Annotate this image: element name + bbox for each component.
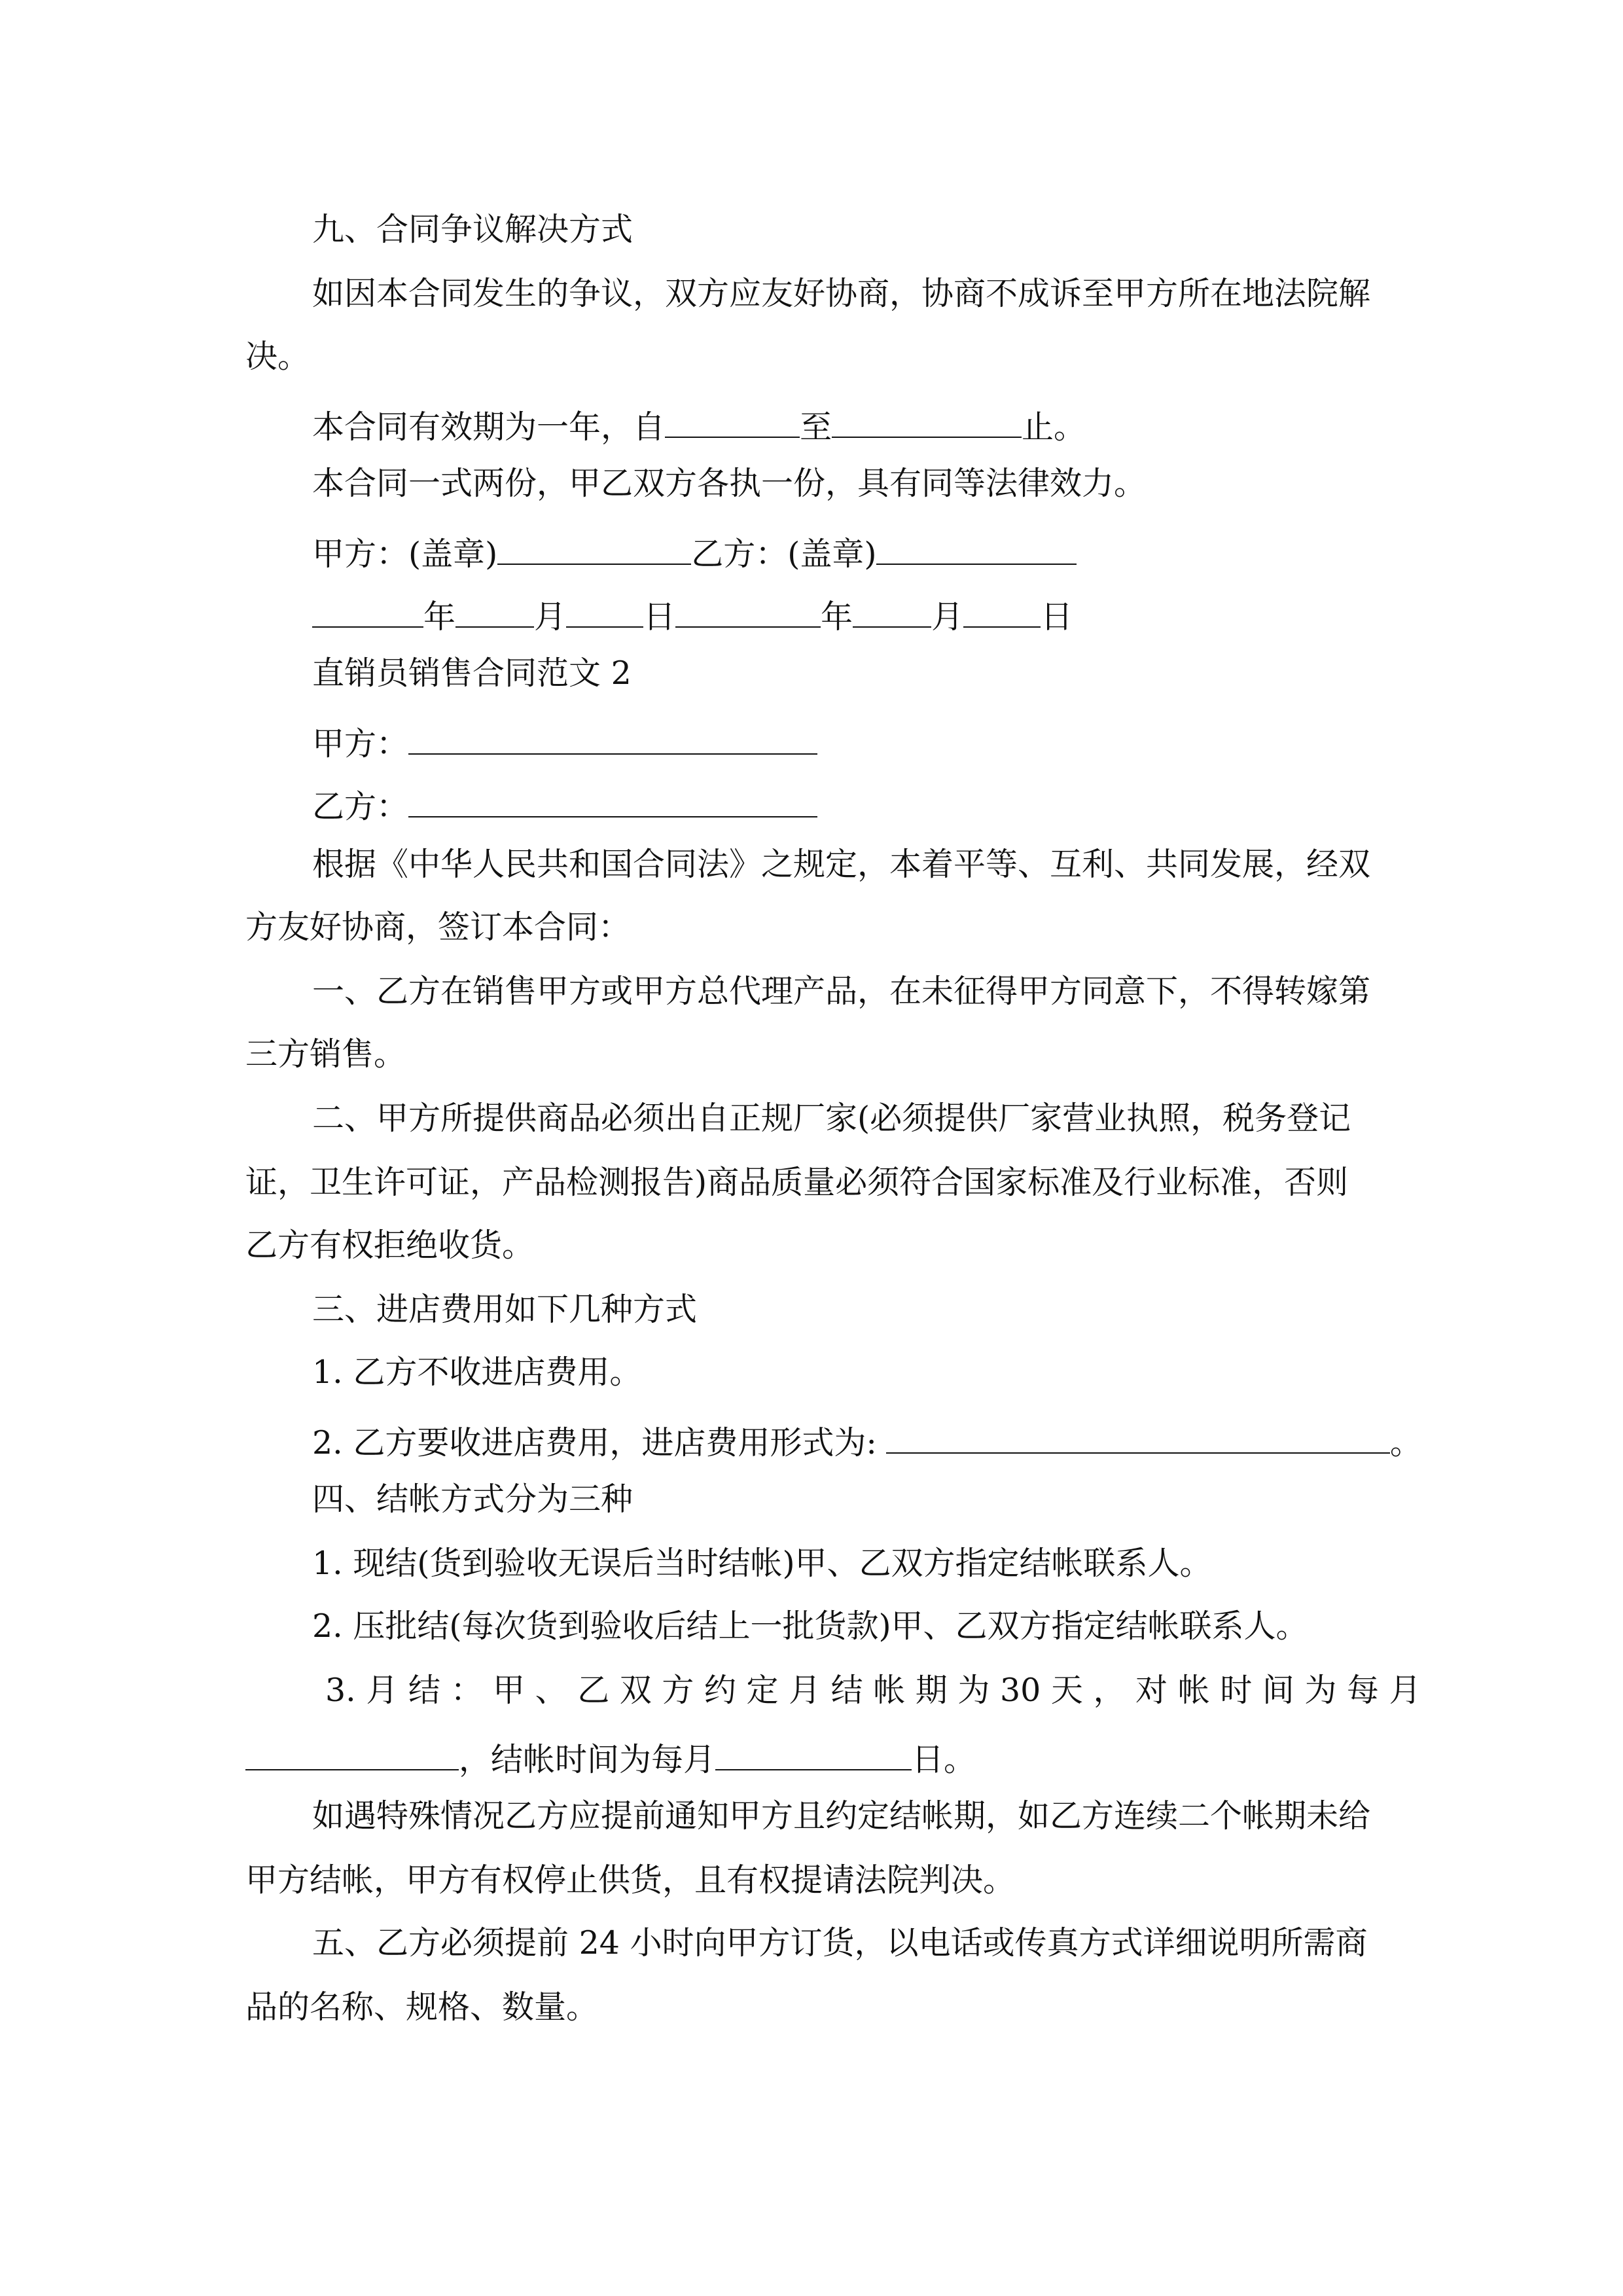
start-date-blank [665,404,800,438]
month-label: 月 [534,598,567,636]
settle-day-suffix: 日。 [912,1741,976,1778]
document-title: 直销员销售合同范文 2 [312,655,632,692]
party-b-seal-blank [876,531,1077,565]
clause-item: 2. 压批结(每次货到验收后结上一批货款)甲、乙双方指定结帐联系人。 [312,1607,1308,1645]
fee-form-label: 2. 乙方要收进店费用，进店费用形式为: [312,1424,877,1462]
clause-item: 1. 现结(货到验收无误后当时结帐)甲、乙双方指定结帐联系人。 [312,1545,1212,1582]
year-blank [675,594,821,628]
clause-line: 二、甲方所提供商品必须出自正规厂家(必须提供厂家营业执照，税务登记 [312,1100,1351,1137]
party-a-seal-label: 甲方：(盖章) [312,535,498,573]
signature-line [312,531,1077,573]
paragraph-line: 决。 [245,338,310,375]
party-b-blank [408,784,817,817]
party-a-seal-blank [497,531,691,565]
clause-line: 乙方有权拒绝收货。 [245,1227,535,1264]
clause-line: 一、乙方在销售甲方或甲方总代理产品，在未征得甲方同意下，不得转嫁第 [312,973,1371,1010]
paragraph-line: 甲方结帐，甲方有权停止供货，且有权提请法院判决。 [245,1861,1016,1899]
paragraph-line: 如因本合同发生的争议，双方应友好协商，协商不成诉至甲方所在地法院解 [312,275,1371,312]
paragraph-line: 如遇特殊情况乙方应提前通知甲方且约定结帐期，如乙方连续二个帐期未给 [312,1797,1371,1835]
fee-form-blank [886,1420,1390,1454]
month-blank [853,594,931,628]
end-date-blank [832,404,1022,438]
settle-time-label: ，结帐时间为每月 [459,1741,716,1778]
day-label: 日 [1041,598,1073,636]
year-label: 年 [821,598,853,636]
clause-heading: 三、进店费用如下几种方式 [312,1291,698,1328]
party-a-line [312,721,817,760]
period-mark: 。 [1389,1424,1422,1462]
reconcile-time-blank [245,1737,459,1770]
validity-text-start: 本合同有效期为一年，自 [312,408,666,446]
clause-item: 1. 乙方不收进店费用。 [312,1354,642,1391]
validity-text-end: 止。 [1022,408,1086,446]
validity-line [312,404,1086,446]
clause-item: 3. 月 结 ： 甲 、 乙 双 方 约 定 月 结 帐 期 为 30 天 ， 对 帐 时 间 为 每 月 [325,1672,1421,1709]
date-line [312,594,1073,636]
settle-day-blank [715,1737,912,1770]
clause-line: 证，卫生许可证，产品检测报告)商品质量必须符合国家标准及行业标准，否则 [245,1164,1349,1201]
clause-line: 品的名称、规格、数量。 [245,1988,599,2026]
paragraph-line: 本合同一式两份，甲乙双方各执一份，具有同等法律效力。 [312,465,1147,502]
clause-item [245,1737,976,1776]
validity-text-to: 至 [800,408,832,446]
clause-heading: 四、结帐方式分为三种 [312,1480,633,1518]
day-blank [963,594,1041,628]
party-a-blank [408,721,817,755]
party-b-seal-label: 乙方：(盖章) [691,535,877,573]
clause-line: 三方销售。 [245,1035,406,1073]
party-a-label: 甲方： [312,725,409,762]
party-b-line [312,784,817,823]
clause-line: 五、乙方必须提前 24 小时向甲方订货，以电话或传真方式详细说明所需商 [312,1924,1368,1962]
day-label: 日 [643,598,676,636]
section-heading: 九、合同争议解决方式 [312,211,633,248]
month-blank [455,594,534,628]
year-label: 年 [423,598,456,636]
day-blank [566,594,643,628]
paragraph-line: 根据《中华人民共和国合同法》之规定，本着平等、互利、共同发展，经双 [312,846,1371,883]
month-label: 月 [931,598,964,636]
clause-item [312,1420,1422,1462]
year-blank [312,594,423,628]
paragraph-line: 方友好协商，签订本合同： [245,908,631,946]
party-b-label: 乙方： [312,788,409,825]
